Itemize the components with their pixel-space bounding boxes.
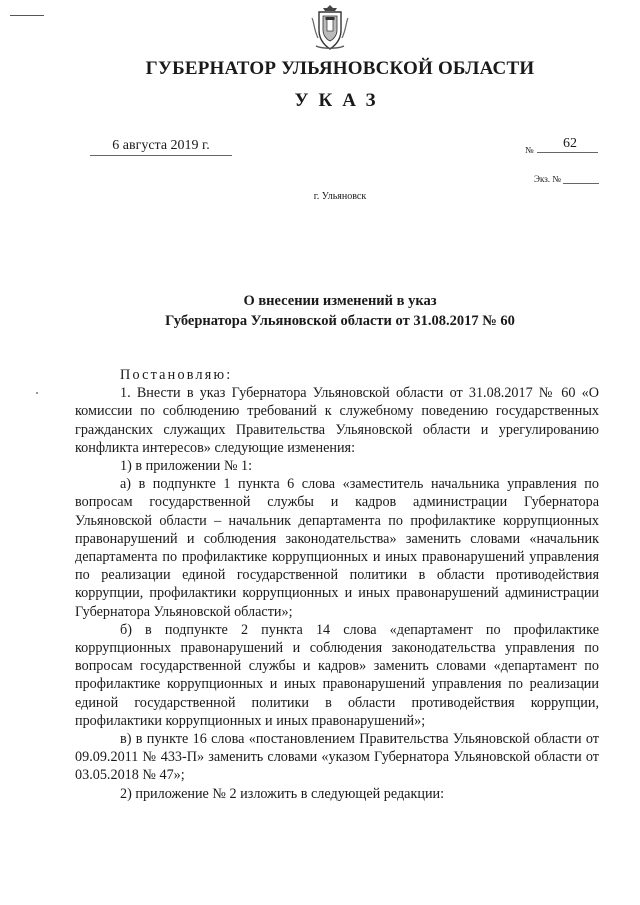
paragraph-appendix-2: 2) приложение № 2 изложить в следующей редакции:	[120, 785, 445, 802]
paragraph-a: а) в подпункте 1 пункта 6 слова «заместитель начальника управления по вопросам государственной службы и кадров администрации Губернатора Ульяновской области – начальник департамента по профилактике коррупционных правонарушений и соблюдения законодательства» заменить словами «начальник департамента по профилактике коррупционных и иных правонарушений управления по реализации единой государственной политики в области противодействия коррупции, профилактики коррупционных и иных правонарушений администрации Губернатора Ульяновской области»;	[75, 476, 599, 620]
decree-date: 6 августа 2019 г.	[90, 138, 232, 156]
paragraph-v: в) в пункте 16 слова «постановлением Правительства Ульяновской области от 09.09.2011 № 433-П» заменить словами «указом Губернатора Ульяновской области от 03.05.2018 № 47»;	[75, 731, 599, 784]
number-label: №	[525, 145, 534, 155]
decree-subject	[0, 291, 640, 331]
decree-number: 62	[537, 136, 598, 153]
coat-of-arms-icon	[310, 4, 350, 52]
preamble: Постановляю:	[120, 367, 233, 383]
subject-line-1: О внесении изменений в указ	[243, 293, 437, 309]
corner-mark	[10, 15, 44, 16]
city: г. Ульяновск	[313, 191, 367, 202]
subject-line-2: Губернатора Ульяновской области от 31.08.2017 № 60	[165, 313, 515, 329]
document-type-title: УКАЗ	[294, 90, 386, 111]
paragraph-1: 1. Внести в указ Губернатора Ульяновской области от 31.08.2017 № 60 «О комиссии по соблюдению требований к служебному поведению государственных гражданских служащих Правительства Ульяновской области и урегулированию конфликта интересов» следующие изменения:	[75, 385, 599, 456]
scan-speck	[36, 392, 38, 394]
paragraph-appendix-1: 1) в приложении № 1:	[120, 458, 253, 475]
copy-number-line	[563, 183, 599, 184]
organization-title: ГУБЕРНАТОР УЛЬЯНОВСКОЙ ОБЛАСТИ	[145, 58, 535, 79]
copy-number-label: Экз. №	[534, 174, 561, 184]
decree-body	[75, 366, 599, 803]
paragraph-b: б) в подпункте 2 пункта 14 слова «департамент по профилактике коррупционных правонарушений и соблюдения законодательства управления по вопросам государственной службы и кадров» заменить словами «департамент по профилактике коррупционных и иных правонарушений управления по реализации единой государственной политики в области противодействия коррупции, профилактики коррупционных и иных правонарушений»;	[75, 621, 599, 729]
